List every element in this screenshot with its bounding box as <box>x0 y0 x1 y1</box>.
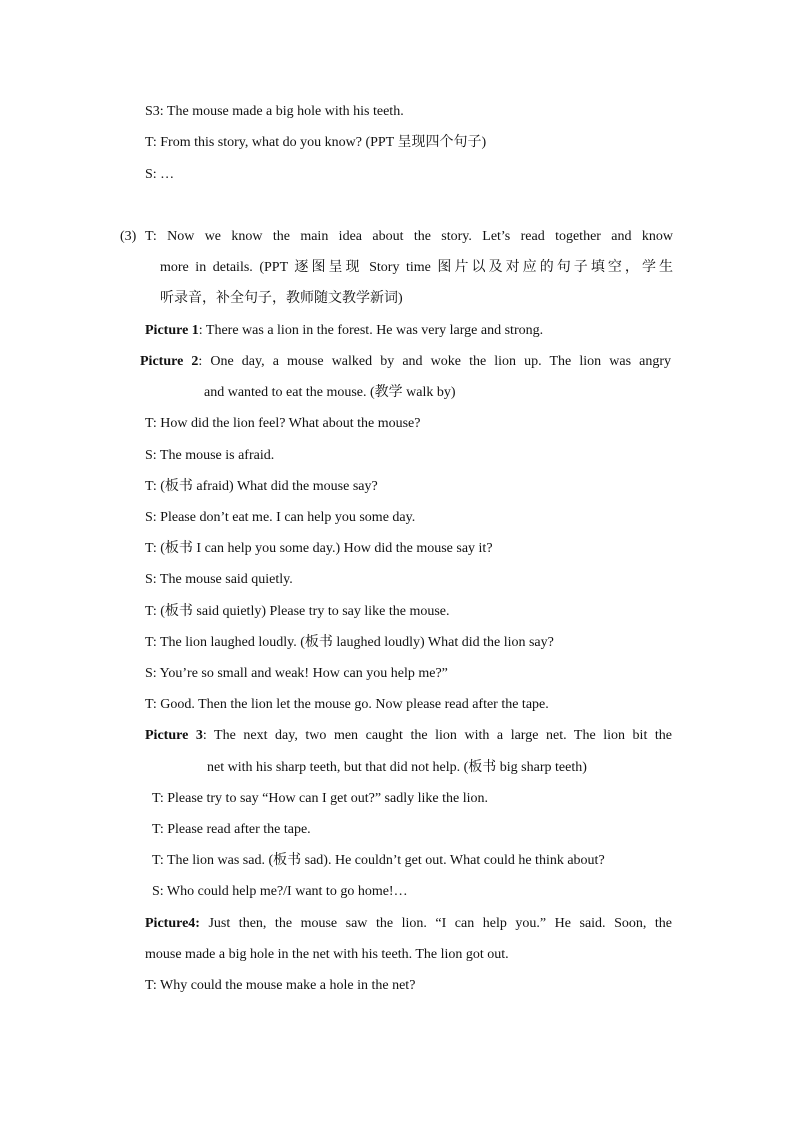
picture-label: Picture 2 <box>140 354 199 369</box>
picture-1-line <box>145 322 543 340</box>
dialogue-line: T: (板书 afraid) What did the mouse say? <box>145 479 378 494</box>
dialogue-line: T: The lion was sad. (板书 sad). He couldn’t get out. What could he think about? <box>152 853 605 868</box>
picture-text: : One day, a mouse walked by and woke the lion up. The lion was angry <box>198 354 672 369</box>
picture-text: Just then, the mouse saw the lion. “I can help you.” He said. Soon, the <box>199 916 672 931</box>
picture-text: : The next day, two men caught the lion with a large net. The lion bit the <box>202 728 672 743</box>
picture-4-line <box>145 915 672 933</box>
dialogue-line: T: Please try to say “How can I get out?” sadly like the lion. <box>152 791 488 806</box>
dialogue-line: T: (板书 I can help you some day.) How did the mouse say it? <box>145 541 493 556</box>
dialogue-line: T: Why could the mouse make a hole in the net? <box>145 978 416 993</box>
picture-text: : There was a lion in the forest. He was very large and strong. <box>198 323 544 338</box>
picture-label: Picture 3 <box>145 728 203 743</box>
dialogue-line: T: (板书 said quietly) Please try to say like the mouse. <box>145 604 450 619</box>
picture-text-continued: and wanted to eat the mouse. (教学 walk by) <box>204 385 456 400</box>
step-text: more in details. (PPT 逐图呈现 Story time 图片以及对应的句子填空，学生 <box>160 260 673 275</box>
dialogue-line: S3: The mouse made a big hole with his teeth. <box>145 104 404 119</box>
dialogue-line: S: … <box>145 167 175 182</box>
picture-3-line <box>145 727 672 745</box>
dialogue-line: T: From this story, what do you know? (PPT 呈现四个句子) <box>145 135 487 150</box>
dialogue-line: T: The lion laughed loudly. (板书 laughed loudly) What did the lion say? <box>145 635 554 650</box>
dialogue-line: S: You’re so small and weak! How can you help me?” <box>145 666 448 681</box>
step-text: 听录音，补全句子，教师随文教学新词) <box>160 291 403 306</box>
picture-label: Picture 1 <box>145 323 199 338</box>
dialogue-line: S: The mouse said quietly. <box>145 572 293 587</box>
dialogue-line: T: Good. Then the lion let the mouse go. Now please read after the tape. <box>145 697 549 712</box>
step-number: (3) <box>120 229 137 244</box>
picture-text-continued: mouse made a big hole in the net with his teeth. The lion got out. <box>145 947 509 962</box>
picture-text-continued: net with his sharp teeth, but that did not help. (板书 big sharp teeth) <box>207 760 587 775</box>
step-text: T: Now we know the main idea about the story. Let’s read together and know <box>145 229 673 244</box>
dialogue-line: T: How did the lion feel? What about the mouse? <box>145 416 421 431</box>
picture-label: Picture4: <box>145 916 200 931</box>
dialogue-line: S: Who could help me?/I want to go home!… <box>152 884 408 899</box>
dialogue-line: S: Please don’t eat me. I can help you some day. <box>145 510 416 525</box>
picture-2-line <box>140 353 671 371</box>
dialogue-line: T: Please read after the tape. <box>152 822 311 837</box>
dialogue-line: S: The mouse is afraid. <box>145 448 275 463</box>
